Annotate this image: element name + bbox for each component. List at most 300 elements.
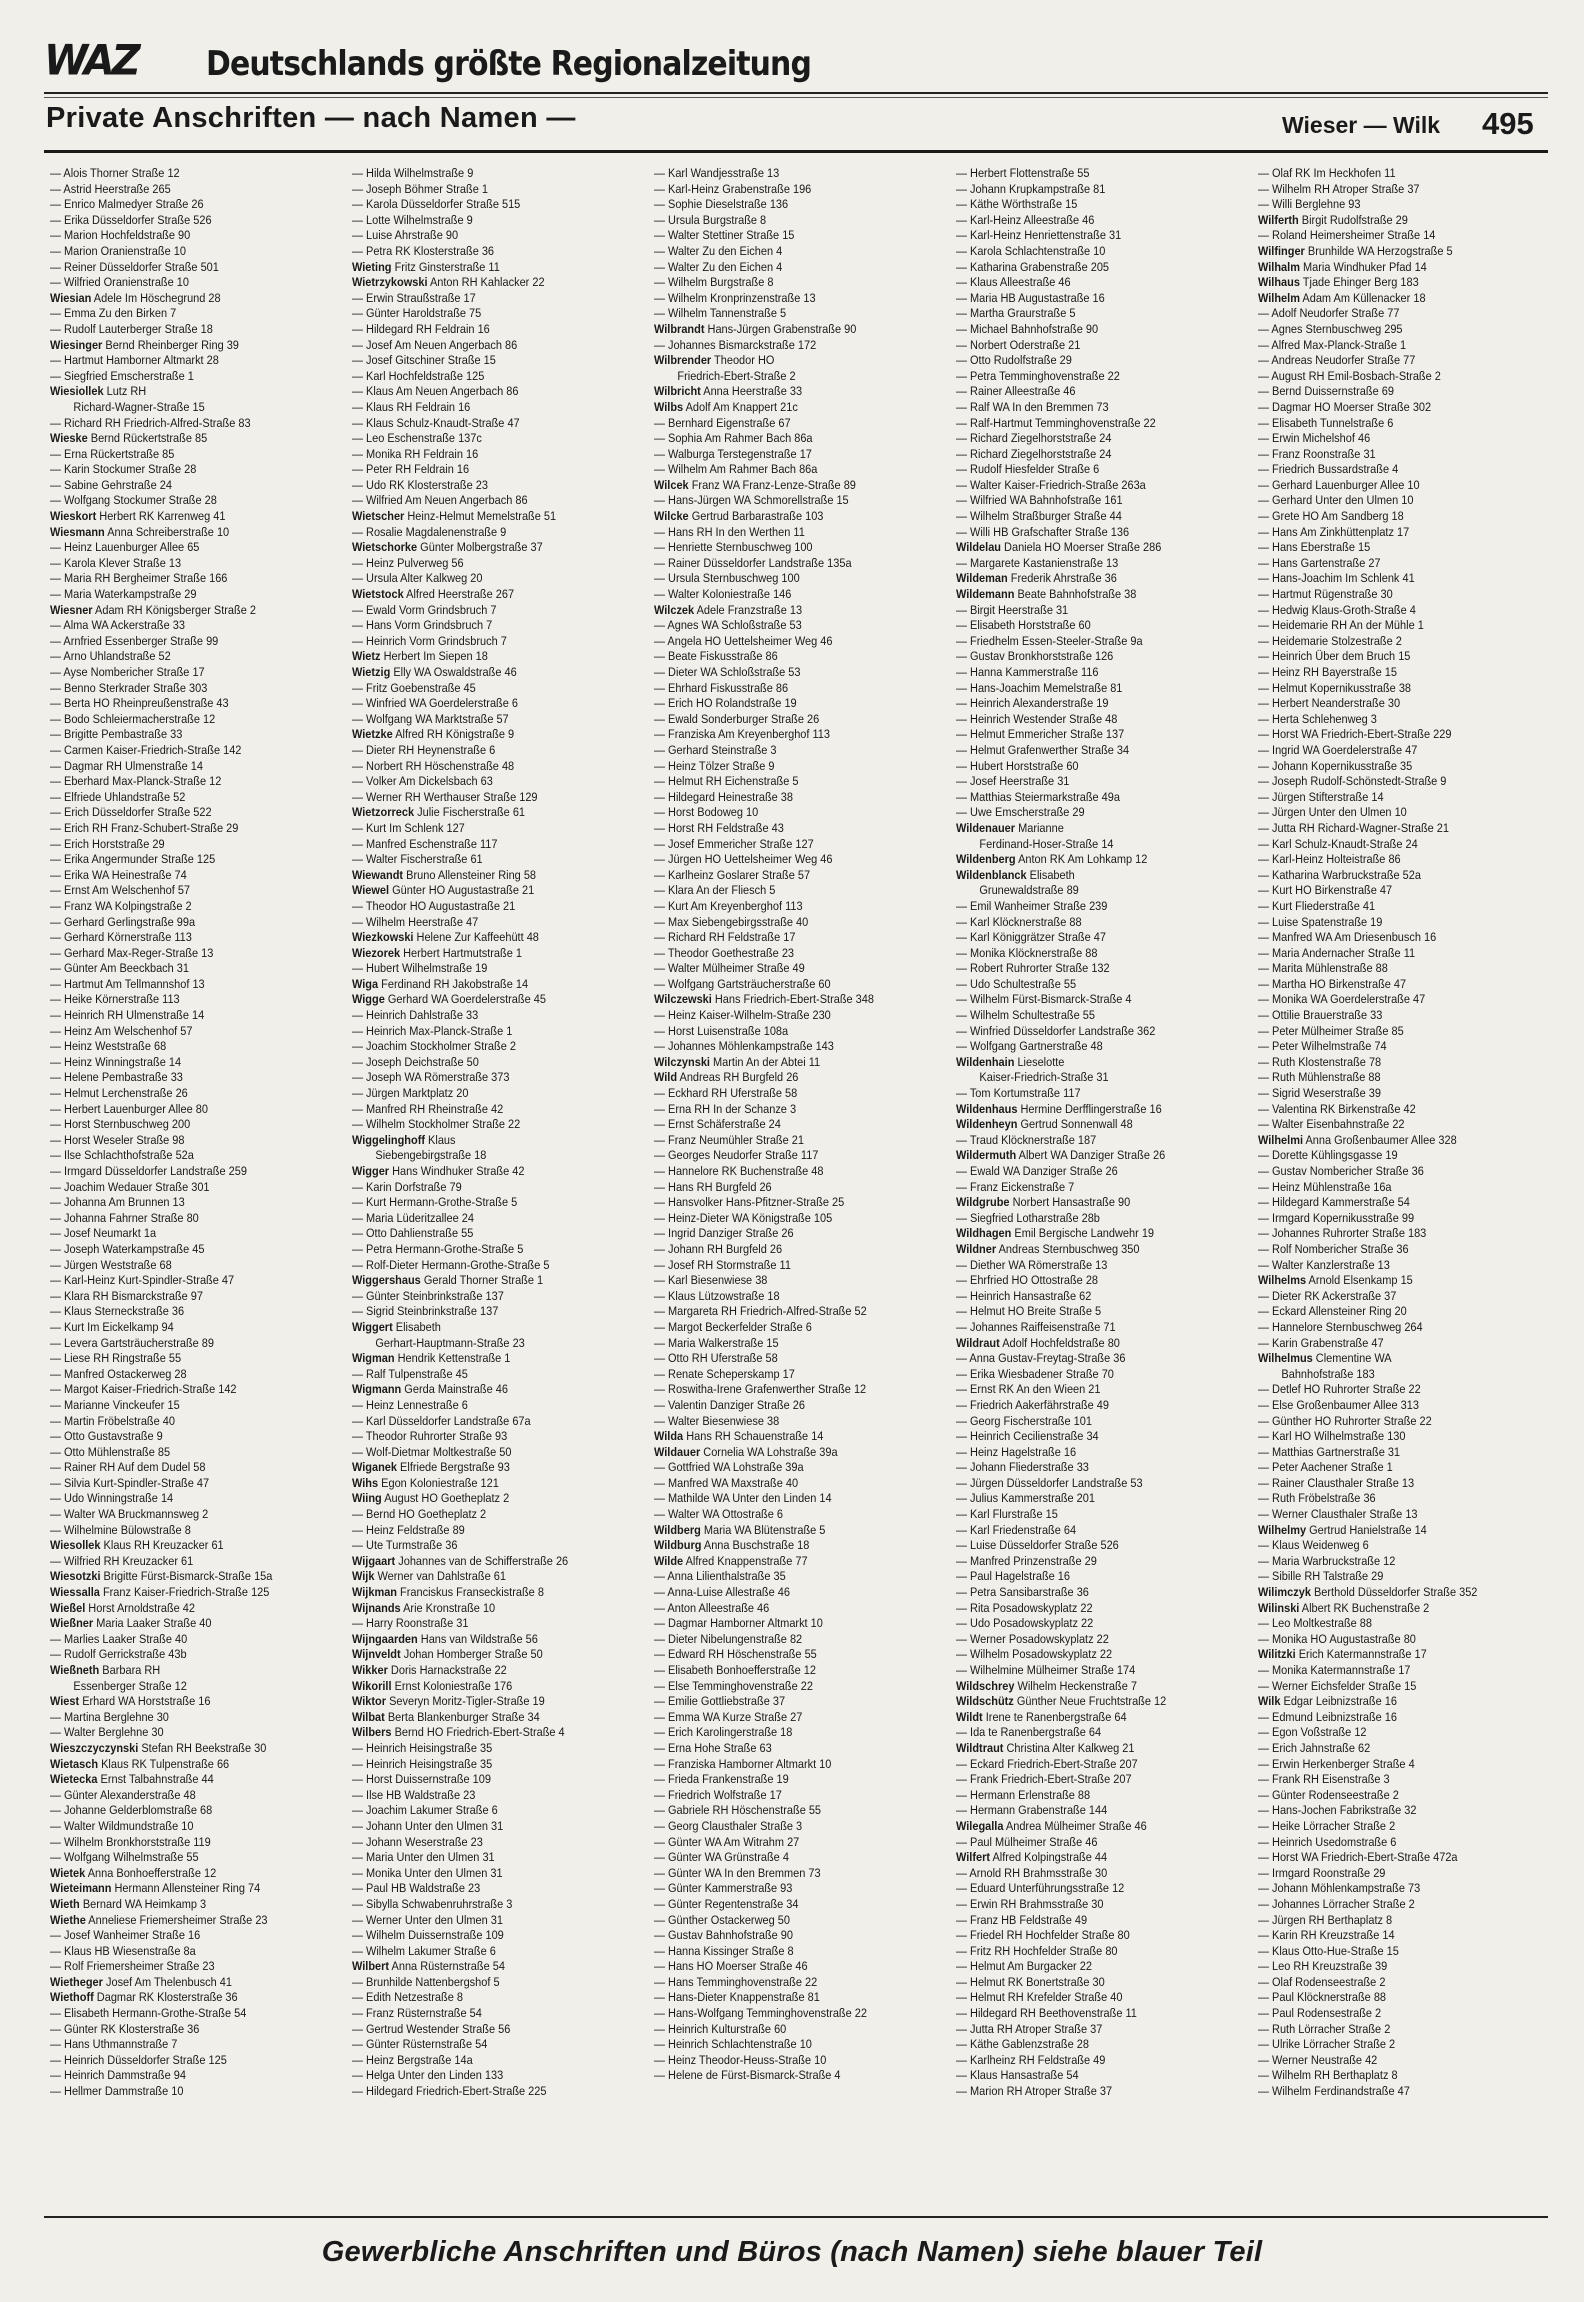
directory-entry: — Andreas Neudorfer Straße 77 [1258,353,1416,368]
directory-entry: — Werner RH Werthauser Straße 129 [352,789,538,804]
directory-entry: — Wilhelm Heerstraße 47 [352,914,479,929]
directory-entry: — Brigitte Pembastraße 33 [50,727,183,742]
directory-entry: — Helene Pembastraße 33 [50,1070,183,1085]
directory-entry: Wieth Bernard WA Heimkamp 3 [50,1896,207,1911]
directory-entry: — Max Siebengebirgsstraße 40 [654,914,809,929]
directory-entry: Wilczewski Hans Friedrich-Ebert-Straße 348 [654,992,874,1007]
directory-entry: — Kurt Im Schlenk 127 [352,820,465,835]
directory-entry: — Reiner Düsseldorfer Straße 501 [50,259,219,274]
directory-entry: — Hans-Wolfgang Temminghovenstraße 22 [654,2006,867,2021]
directory-entry: — Erich HO Rolandstraße 19 [654,696,797,711]
directory-entry: — Astrid Heerstraße 265 [50,181,171,196]
directory-entry: — Walter Mülheimer Straße 49 [654,961,805,976]
directory-entry: — Jürgen Stifterstraße 14 [1258,789,1384,804]
directory-entry: — Klaus RH Feldrain 16 [352,399,471,414]
directory-entry: — Ehrfried HO Ottostraße 28 [956,1273,1099,1288]
directory-entry: — Otto Mühlenstraße 85 [50,1444,171,1459]
directory-entry: Wilbrender Theodor HO [654,353,775,368]
directory-entry: — Wilfried Am Neuen Angerbach 86 [352,493,528,508]
directory-entry: — Josef Gitschiner Straße 15 [352,353,496,368]
directory-entry: Wiesinger Bernd Rheinberger Ring 39 [50,337,239,352]
directory-entry: Wieszczyczynski Stefan RH Beekstraße 30 [50,1740,267,1755]
directory-entry: — Helene de Fürst-Bismarck-Straße 4 [654,2068,841,2083]
directory-entry: Wietzorreck Julie Fischerstraße 61 [352,805,526,820]
directory-entry: — Udo Schultestraße 55 [956,976,1077,991]
directory-entry: — Franz Rüsternstraße 54 [352,2006,482,2021]
directory-columns [50,166,1550,2206]
directory-entry: — Egon Voßstraße 12 [1258,1725,1367,1740]
directory-entry: — Margarete Kastanienstraße 13 [956,555,1119,570]
directory-entry: — Gerhard Steinstraße 3 [654,742,777,757]
directory-entry: — Joseph Böhmer Straße 1 [352,181,488,196]
directory-entry: — Arnold RH Brahmsstraße 30 [956,1865,1108,1880]
directory-entry: Wietek Anna Bonhoefferstraße 12 [50,1865,217,1880]
directory-entry: Wilde Alfred Knappenstraße 77 [654,1553,808,1568]
directory-entry: Wilczynski Martin An der Abtei 11 [654,1054,821,1069]
directory-entry: Wildner Andreas Sternbuschweg 350 [956,1241,1140,1256]
directory-entry: — Matthias Gartnerstraße 31 [1258,1444,1401,1459]
directory-entry: — Horst RH Feldstraße 43 [654,820,784,835]
directory-entry: Wiesian Adele Im Höschegrund 28 [50,290,221,305]
directory-entry: — Paul HB Waldstraße 23 [352,1881,481,1896]
directory-entry: — Renate Scheperskamp 17 [654,1366,795,1381]
directory-entry: — Johannes Ruhrorter Straße 183 [1258,1226,1427,1241]
directory-entry: — Rolf-Dieter Hermann-Grothe-Straße 5 [352,1257,550,1272]
directory-entry: — Hansvolker Hans-Pfitzner-Straße 25 [654,1195,845,1210]
directory-entry: — Jürgen RH Berthaplatz 8 [1258,1912,1393,1927]
directory-entry: Wilfinger Brunhilde WA Herzogstraße 5 [1258,243,1453,258]
directory-entry: Wilk Edgar Leibnizstraße 16 [1258,1694,1397,1709]
directory-entry: — Heidemarie Stolzestraße 2 [1258,633,1402,648]
directory-entry: Wießel Horst Arnoldstraße 42 [50,1600,195,1615]
directory-entry: — Katharina Grabenstraße 205 [956,259,1110,274]
directory-entry: — Helmut Kopernikusstraße 38 [1258,680,1412,695]
directory-entry: — Tom Kortumstraße 117 [956,1086,1081,1101]
directory-entry: — Maria RH Bergheimer Straße 166 [50,571,228,586]
directory-entry: — Elisabeth Horststraße 60 [956,618,1091,633]
directory-entry: — Heike Körnerstraße 113 [50,992,180,1007]
directory-entry: — Dieter Nibelungenstraße 82 [654,1631,803,1646]
directory-entry: — Maria Waterkampstraße 29 [50,587,197,602]
directory-entry: — Dieter RK Ackerstraße 37 [1258,1288,1397,1303]
directory-entry: — Käthe Gablenzstraße 28 [956,2037,1089,2052]
directory-entry: — Emilie Gottliebstraße 37 [654,1694,786,1709]
directory-entry: Wiesner Adam RH Königsberger Straße 2 [50,602,256,617]
directory-entry: — Emil Wanheimer Straße 239 [956,898,1108,913]
directory-entry: — Paul Mülheimer Straße 46 [956,1834,1098,1849]
directory-entry: — Helmut RH Eichenstraße 5 [654,774,799,789]
directory-entry: — Margot Kaiser-Friedrich-Straße 142 [50,1382,237,1397]
directory-entry: Bahnhofstraße 183 [1281,1366,1375,1381]
directory-entry: — Margareta RH Friedrich-Alfred-Straße 52 [654,1304,867,1319]
directory-entry: — Karin Dorfstraße 79 [352,1179,462,1194]
directory-entry: — Heinz Hagelstraße 16 [956,1444,1077,1459]
directory-entry: — Joachim Stockholmer Straße 2 [352,1039,516,1054]
directory-entry: Wigmann Gerda Mainstraße 46 [352,1382,508,1397]
directory-entry: — Ruth Lörracher Straße 2 [1258,2021,1391,2036]
directory-entry: — Wolf-Dietmar Moltkestraße 50 [352,1444,512,1459]
directory-entry: — Volker Am Dickelsbach 63 [352,774,493,789]
directory-entry: — Maria Warbruckstraße 12 [1258,1553,1396,1568]
directory-entry: — Heinz Winningstraße 14 [50,1054,182,1069]
directory-entry: — Hellmer Dammstraße 10 [50,2084,184,2099]
directory-entry: — Karola Düsseldorfer Straße 515 [352,197,521,212]
directory-entry: — Sigrid Weserstraße 39 [1258,1086,1381,1101]
directory-entry: — Wilhelmine Mülheimer Straße 174 [956,1663,1136,1677]
directory-entry: — Karin Grabenstraße 47 [1258,1335,1384,1350]
directory-entry: — Heike Lörracher Straße 2 [1258,1818,1396,1833]
directory-entry: Wildberg Maria WA Blütenstraße 5 [654,1522,826,1537]
directory-entry: — Heinz Tölzer Straße 9 [654,758,775,773]
directory-entry: — Maria HB Augustastraße 16 [956,290,1105,305]
directory-entry: — Irmgard Roonstraße 29 [1258,1865,1386,1880]
directory-entry: — Paul Rodensestraße 2 [1258,2006,1382,2021]
directory-entry: — Karl Friedenstraße 64 [956,1522,1077,1537]
directory-entry: — Günter RK Klosterstraße 36 [50,2021,200,2036]
top-rule [44,92,1548,94]
directory-entry: — Frieda Frankenstraße 19 [654,1772,789,1787]
directory-entry: — Gerhard Gerlingstraße 99a [50,914,196,929]
directory-entry: — Robert Ruhrorter Straße 132 [956,961,1110,976]
directory-entry: Wilfert Alfred Kolpingstraße 44 [956,1850,1108,1865]
directory-entry: Wiest Erhard WA Horststraße 16 [50,1694,211,1709]
directory-entry: — Ingrid Danziger Straße 26 [654,1226,794,1241]
directory-entry: — Erika WA Heinestraße 74 [50,867,187,882]
directory-entry: — Rainer Clausthaler Straße 13 [1258,1475,1415,1490]
directory-entry: Wieske Bernd Rückertstraße 85 [50,431,208,446]
directory-entry: — Theodor Ruhrorter Straße 93 [352,1429,508,1444]
directory-entry: Wikker Doris Harnackstraße 22 [352,1663,507,1677]
directory-entry: Wiesiollek Lutz RH [50,384,147,399]
directory-entry: — Wolfgang Gartsträucherstraße 60 [654,976,831,991]
directory-entry: Wilhelm Adam Am Küllenacker 18 [1258,290,1426,305]
directory-entry: — Hans-Jürgen WA Schmorellstraße 15 [654,493,849,508]
directory-entry: — Friedrich Aakerfährstraße 49 [956,1397,1110,1412]
section-rule [44,150,1548,153]
directory-entry: — Ewald WA Danziger Straße 26 [956,1164,1118,1178]
directory-entry: — Franz Neumühler Straße 21 [654,1132,804,1147]
directory-entry: Wieting Fritz Ginsterstraße 11 [352,259,500,274]
directory-entry: — Petra RK Klosterstraße 36 [352,243,495,258]
directory-entry: — Joseph Waterkampstraße 45 [50,1241,205,1256]
directory-entry: Wijnands Arie Kronstraße 10 [352,1600,496,1615]
directory-entry: Ferdinand-Hoser-Straße 14 [979,836,1114,851]
directory-entry: — Diether WA Römerstraße 13 [956,1257,1108,1272]
directory-entry: — Ursula Alter Kalkweg 20 [352,571,483,586]
directory-entry: — Hartmut Hamborner Altmarkt 28 [50,353,219,368]
directory-entry: — Heinrich Über dem Bruch 15 [1258,649,1411,664]
directory-entry: — Dorette Kühlingsgasse 19 [1258,1148,1398,1163]
directory-entry: — Wilhelm Schultestraße 55 [956,1008,1095,1023]
directory-entry: — Johannes Bismarckstraße 172 [654,337,817,352]
directory-entry: — Wilhelm Burgstraße 8 [654,275,774,290]
directory-entry: — Monika RH Feldrain 16 [352,446,479,461]
directory-entry: — Wolfgang Gartnerstraße 48 [956,1039,1103,1054]
directory-entry: — Maria Unter den Ulmen 31 [352,1850,495,1865]
directory-entry: — Ruth Mühlenstraße 88 [1258,1070,1381,1085]
directory-entry: Wilhaus Tjade Ehinger Berg 183 [1258,275,1419,290]
directory-entry: — Rolf Nombericher Straße 36 [1258,1241,1409,1256]
directory-entry: — Kurt HO Birkenstraße 47 [1258,883,1393,898]
directory-entry: Wildtraut Christina Alter Kalkweg 21 [956,1740,1135,1755]
directory-entry: — Ewald Vorm Grindsbruch 7 [352,602,497,617]
directory-entry: Wilhelms Arnold Elsenkamp 15 [1258,1273,1413,1288]
name-range: Wieser — Wilk [1282,112,1441,138]
directory-entry: — Franziska Hamborner Altmarkt 10 [654,1756,832,1771]
directory-entry: — Johannes Raiffeisenstraße 71 [956,1319,1116,1334]
directory-entry: — Wilhelm Duissernstraße 109 [352,1928,504,1943]
directory-entry: — Maria Lüderitzallee 24 [352,1210,474,1225]
directory-entry: — Richard Ziegelhorststraße 24 [956,431,1112,446]
directory-entry: Wiga Ferdinand RH Jakobstraße 14 [352,976,529,991]
directory-entry: — Gerhard Unter den Ulmen 10 [1258,493,1414,508]
directory-entry: Wildschütz Günther Neue Fruchtstraße 12 [956,1694,1167,1709]
directory-entry: — Ernst RK An den Wieen 21 [956,1382,1101,1397]
directory-entry: — Margot Beckerfelder Straße 6 [654,1319,812,1334]
directory-entry: Wilhelmy Gertrud Hanielstraße 14 [1258,1522,1427,1537]
directory-entry: — Hans Uthmannstraße 7 [50,2037,178,2052]
directory-entry: — Otto Dahlienstraße 55 [352,1226,474,1241]
directory-entry: Wilbricht Anna Heerstraße 33 [654,384,803,399]
directory-entry: — Julius Kammerstraße 201 [956,1491,1095,1506]
directory-entry: — Erich Jahnstraße 62 [1258,1740,1371,1755]
directory-entry: — Dieter WA Schloßstraße 53 [654,665,801,679]
directory-entry: Richard-Wagner-Straße 15 [73,399,205,414]
directory-entry: — Herbert Flottenstraße 55 [956,166,1090,180]
directory-entry: Wiesotzki Brigitte Fürst-Bismarck-Straße 15a [50,1569,273,1584]
directory-entry: — Johannes Lörracher Straße 2 [1258,1896,1415,1911]
directory-entry: Wietrzykowski Anton RH Kahlacker 22 [352,275,545,290]
directory-entry: — Käthe Wörthstraße 15 [956,197,1078,212]
directory-entry: — Klaus Schulz-Knaudt-Straße 47 [352,415,520,430]
directory-entry: Wiethoff Dagmar RK Klosterstraße 36 [50,1990,238,2005]
directory-entry: — Karlheinz RH Feldstraße 49 [956,2052,1106,2067]
directory-entry: — Gustav Nombericher Straße 36 [1258,1164,1424,1178]
directory-entry: — Norbert RH Höschenstraße 48 [352,758,515,773]
directory-entry: — Mathilde WA Unter den Linden 14 [654,1491,832,1506]
directory-entry: — Karl Düsseldorfer Landstraße 67a [352,1413,531,1428]
directory-entry: — Leo Moltkestraße 88 [1258,1616,1373,1631]
directory-entry: — Ursula Sternbuschweg 100 [654,571,800,586]
directory-entry: — Karl-Heinz Kurt-Spindler-Straße 47 [50,1273,235,1288]
directory-entry: — Willi HB Grafschafter Straße 136 [956,524,1130,539]
directory-entry: Wijkman Franciskus Franseckistraße 8 [352,1585,544,1600]
directory-entry: — Irmgard Kopernikusstraße 99 [1258,1210,1415,1225]
directory-entry: — Günther HO Ruhrorter Straße 22 [1258,1413,1432,1428]
directory-entry: — Roswitha-Irene Grafenwerther Straße 12 [654,1382,867,1397]
directory-entry: — Ayse Nombericher Straße 17 [50,665,205,679]
directory-entry: Kaiser-Friedrich-Straße 31 [979,1070,1109,1085]
directory-entry: Friedrich-Ebert-Straße 2 [677,368,796,383]
directory-entry: — Elfriede Uhlandstraße 52 [50,789,186,804]
directory-entry: — Günter Rodenseestraße 2 [1258,1787,1399,1802]
directory-entry: — Hartmut Am Tellmannshof 13 [50,976,205,991]
directory-entry: Wietscher Heinz-Helmut Memelstraße 51 [352,509,557,524]
directory-entry: — Hans-Jochen Fabrikstraße 32 [1258,1803,1417,1818]
directory-entry: Wiggert Elisabeth [352,1319,441,1334]
bottom-rule [44,2216,1548,2218]
directory-entry: — Johanna Am Brunnen 13 [50,1195,185,1210]
directory-entry: — Hannelore Sternbuschweg 264 [1258,1319,1423,1334]
directory-entry: — Josef Neumarkt 1a [50,1226,157,1241]
directory-entry: — Valentina RK Birkenstraße 42 [1258,1101,1416,1116]
directory-entry: — Erich Düsseldorfer Straße 522 [50,805,212,820]
directory-entry: Wiesmann Anna Schreiberstraße 10 [50,524,230,539]
directory-entry: — Eckhard RH Uferstraße 58 [654,1086,798,1101]
directory-entry: — Sophia Am Rahmer Bach 86a [654,431,813,446]
directory-entry: Wildenheyn Gertrud Sonnenwall 48 [956,1117,1133,1132]
directory-entry: — Helmut Grafenwerther Straße 34 [956,742,1130,757]
directory-entry: — Walter Wildmundstraße 10 [50,1818,194,1833]
directory-entry: — Heinz Lauenburger Allee 65 [50,540,200,555]
directory-entry: — Helmut HO Breite Straße 5 [956,1304,1102,1319]
directory-entry: — Walburga Terstegenstraße 17 [654,446,812,461]
directory-entry: — Ulrike Lörracher Straße 2 [1258,2037,1396,2052]
directory-entry: — Marion Hochfeldstraße 90 [50,228,191,243]
directory-entry: — Wilfried WA Bahnhofstraße 161 [956,493,1123,508]
directory-entry: Wiganek Elfriede Bergstraße 93 [352,1460,510,1475]
directory-entry: — Heinrich Schlachtenstraße 10 [654,2037,812,2052]
directory-entry: Wildraut Adolf Hochfeldstraße 80 [956,1335,1120,1350]
directory-entry: — Joachim Wedauer Straße 301 [50,1179,210,1194]
directory-entry: — Berta HO Rheinpreußenstraße 43 [50,696,229,711]
directory-entry: — Wilhelm Bronkhorststraße 119 [50,1834,211,1849]
directory-entry: — Luise Spatenstraße 19 [1258,914,1383,929]
directory-entry: Wiing August HO Goetheplatz 2 [352,1491,510,1506]
directory-entry: — Bernd HO Goetheplatz 2 [352,1507,487,1522]
directory-entry: — Horst Bodoweg 10 [654,805,759,820]
directory-entry: — Valentin Danziger Straße 26 [654,1397,806,1412]
directory-entry: Siebengebirgstraße 18 [375,1148,487,1163]
directory-entry: — Monika HO Augustastraße 80 [1258,1631,1416,1646]
directory-entry: Wilda Hans RH Schauenstraße 14 [654,1429,824,1444]
directory-entry: Wildauer Cornelia WA Lohstraße 39a [654,1444,838,1459]
directory-entry: — Grete HO Am Sandberg 18 [1258,509,1404,524]
directory-entry: Wild Andreas RH Burgfeld 26 [654,1070,799,1085]
directory-entry: — Günter Regentenstraße 34 [654,1896,799,1911]
directory-entry: — Johann Möhlenkampstraße 73 [1258,1881,1421,1896]
directory-entry: Wiezkowski Helene Zur Kaffeehütt 48 [352,930,539,945]
directory-entry: Wildburg Anna Buschstraße 18 [654,1538,810,1553]
directory-entry: — Friedrich Bussardstraße 4 [1258,462,1399,477]
directory-entry: — Heinrich Düsseldorfer Straße 125 [50,2052,227,2067]
directory-entry: Wihs Egon Koloniestraße 121 [352,1475,499,1490]
column-4 [956,166,1246,2206]
directory-entry: — Monika Unter den Ulmen 31 [352,1865,503,1880]
directory-entry: — Friedhelm Essen-Steeler-Straße 9a [956,633,1143,648]
directory-entry: — Günter Haroldstraße 75 [352,306,482,321]
directory-entry: Wildenblanck Elisabeth [956,867,1075,882]
directory-entry: — Peter Wilhelmstraße 74 [1258,1039,1387,1054]
directory-entry: — Heinrich Dahlstraße 33 [352,1008,479,1023]
directory-entry: — Ralf-Hartmut Temminghovenstraße 22 [956,415,1156,430]
directory-entry: — Hannelore RK Buchenstraße 48 [654,1164,824,1178]
directory-entry: Wildenhaus Hermine Derfflingerstraße 16 [956,1101,1162,1116]
directory-entry: Wildeman Frederik Ahrstraße 36 [956,571,1117,586]
directory-entry: — Heinrich Heisingstraße 35 [352,1756,493,1771]
directory-entry: — Karlheinz Goslarer Straße 57 [654,867,811,882]
directory-entry: — Winfried Düsseldorfer Landstraße 362 [956,1023,1156,1038]
directory-entry: — Helmut RK Bonertstraße 30 [956,1974,1105,1989]
directory-entry: — Joseph Rudolf-Schönstedt-Straße 9 [1258,774,1447,789]
directory-entry: — Gerhard Körnerstraße 113 [50,930,192,945]
directory-entry: — Erna RH In der Schanze 3 [654,1101,797,1116]
directory-entry: — Elisabeth Tunnelstraße 6 [1258,415,1394,430]
directory-entry: — Monika Katermannstraße 17 [1258,1663,1411,1677]
directory-entry: — Sibylla Schwabenruhrstraße 3 [352,1896,513,1911]
directory-entry: — Walter Kanzlerstraße 13 [1258,1257,1390,1272]
directory-entry: — Josef Wanheimer Straße 16 [50,1928,201,1943]
directory-entry: — Bernd Duissernstraße 69 [1258,384,1394,399]
directory-entry: — Georg Fischerstraße 101 [956,1413,1092,1428]
directory-entry: — Monika Klöcknerstraße 88 [956,945,1098,960]
directory-entry: — Günter WA In den Bremmen 73 [654,1865,821,1880]
directory-entry: — Benno Sterkrader Straße 303 [50,680,208,695]
directory-entry: — Hedwig Klaus-Groth-Straße 4 [1258,602,1416,617]
directory-entry: — Hans Eberstraße 15 [1258,540,1371,555]
footer-note: Gewerbliche Anschriften und Büros (nach Namen) siehe blauer Teil [321,2236,1263,2268]
directory-entry: — Fritz Goebenstraße 45 [352,680,476,695]
directory-entry: — Karl-Heinz Grabenstraße 196 [654,181,812,196]
directory-entry: Wietz Herbert Im Siepen 18 [352,649,488,664]
directory-entry: — Heinrich Cecilienstraße 34 [956,1429,1099,1444]
directory-entry: — Horst Sternbuschweg 200 [50,1117,191,1132]
directory-entry: — Karl Königgrätzer Straße 47 [956,930,1106,945]
directory-entry: — Gustav Bahnhofstraße 90 [654,1928,794,1943]
directory-entry: — Hildegard Heinestraße 38 [654,789,794,804]
column-3 [654,166,944,2206]
directory-entry: — Emma WA Kurze Straße 27 [654,1709,803,1724]
directory-entry: Wildgrube Norbert Hansastraße 90 [956,1195,1131,1210]
directory-entry: — Petra Sansibarstraße 36 [956,1585,1089,1600]
directory-entry: — Ehrhard Fiskusstraße 86 [654,680,789,695]
directory-entry: — Gustav Bronkhorststraße 126 [956,649,1114,664]
directory-entry: — Karola Schlachtenstraße 10 [956,243,1106,258]
directory-entry: — Wilfried Oranienstraße 10 [50,275,189,290]
directory-entry: — Anna-Luise Allestraße 46 [654,1585,790,1600]
top-rule-thin [44,97,1548,98]
directory-entry: Wildt Irene te Ranenbergstraße 64 [956,1709,1127,1724]
directory-entry: — Horst WA Friedrich-Ebert-Straße 229 [1258,727,1452,742]
directory-entry: — Walter Eisenbahnstraße 22 [1258,1117,1405,1132]
directory-entry: — Hans RH Burgfeld 26 [654,1179,772,1194]
directory-entry: — Udo Winningstraße 14 [50,1491,174,1506]
directory-entry: — Manfred RH Rheinstraße 42 [352,1101,504,1116]
directory-entry: Wildhagen Emil Bergische Landwehr 19 [956,1226,1155,1241]
directory-entry: Wieskort Herbert RK Karrenweg 41 [50,509,226,524]
directory-entry: Wijnveldt Johan Homberger Straße 50 [352,1647,543,1662]
directory-entry: — Alfred Max-Planck-Straße 1 [1258,337,1407,352]
directory-entry: — Hans-Joachim Memelstraße 81 [956,680,1123,695]
directory-entry: — Karl Hochfeldstraße 125 [352,368,485,383]
directory-entry: — Agnes Sternbuschweg 295 [1258,321,1403,336]
directory-entry: — Dagmar RH Ulmenstraße 14 [50,758,203,773]
directory-entry: — Udo Posadowskyplatz 22 [956,1616,1094,1631]
directory-entry: — Hildegard Kammerstraße 54 [1258,1195,1410,1210]
directory-entry: — Wolfgang Wilhelmstraße 55 [50,1850,199,1865]
directory-entry: — Sabine Gehrstraße 24 [50,477,172,492]
directory-entry: — Else Temminghovenstraße 22 [654,1678,813,1693]
directory-entry: — Silvia Kurt-Spindler-Straße 47 [50,1475,210,1490]
directory-entry: — Edward RH Höschenstraße 55 [654,1647,817,1662]
directory-entry: — Johanne Gelderblomstraße 68 [50,1803,213,1818]
directory-entry: — Paul Hagelstraße 16 [956,1569,1071,1584]
directory-entry: — Jürgen Düsseldorfer Landstraße 53 [956,1475,1143,1490]
directory-entry: — Hartmut Rügenstraße 30 [1258,587,1393,602]
page-number: 495 [1482,106,1534,141]
directory-entry: — Ruth Fröbelstraße 36 [1258,1491,1376,1506]
directory-entry: — Manfred Ostackerweg 28 [50,1366,187,1381]
